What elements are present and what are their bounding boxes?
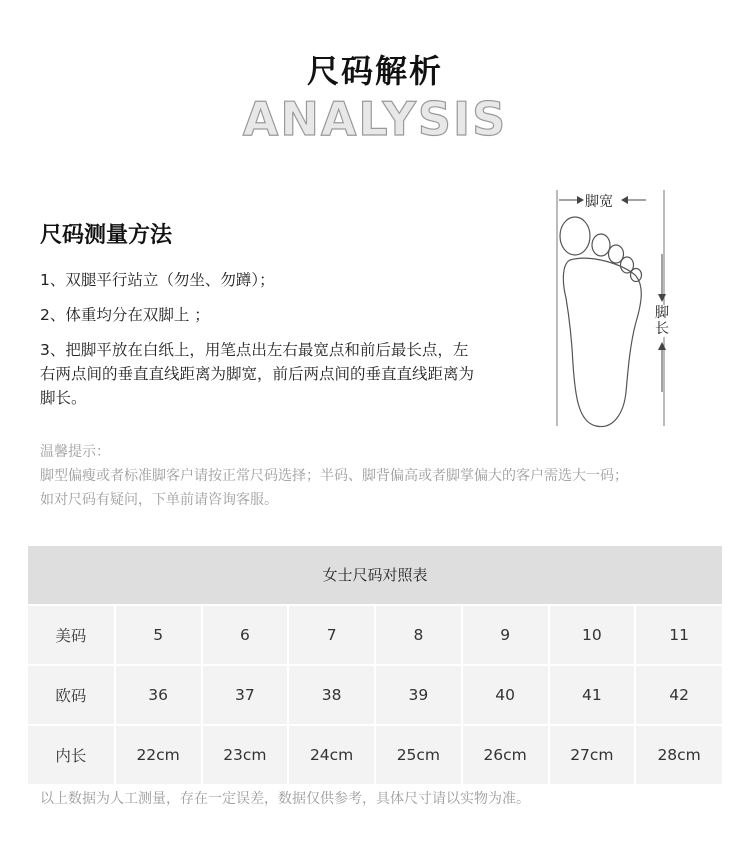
table-cell: 26cm xyxy=(462,725,549,784)
foot-length-label: 脚长 xyxy=(655,305,669,337)
table-cell: 37 xyxy=(202,665,289,725)
tips xyxy=(40,440,730,512)
table-cell: 10 xyxy=(549,605,636,665)
table-cell: 8 xyxy=(375,605,462,665)
table-cell: 38 xyxy=(288,665,375,725)
table-row-header: 内长 xyxy=(28,725,115,784)
measure-step: 2、体重均分在双脚上 ； xyxy=(40,306,210,324)
footer-note: 以上数据为人工测量，存在一定误差，数据仅供参考，具体尺寸请以实物为准。 xyxy=(40,791,530,807)
table-cell: 6 xyxy=(202,605,289,665)
size-table xyxy=(28,546,722,784)
tips-line: 如对尺码有疑问，下单前请咨询客服。 xyxy=(40,492,278,508)
measure-step: 3、把脚平放在白纸上，用笔点出左右最宽点和前后最长点，左右两点间的垂直直线距离为脚宽，前后两点间的垂直直线距离为脚长。 xyxy=(40,341,475,407)
foot-diagram xyxy=(540,186,680,431)
measure-steps xyxy=(40,268,480,421)
table-cell: 28cm xyxy=(635,725,722,784)
foot-width-label: 脚宽 xyxy=(585,191,613,211)
table-cell: 9 xyxy=(462,605,549,665)
table-cell: 42 xyxy=(635,665,722,725)
table-cell: 36 xyxy=(115,665,202,725)
table-cell: 27cm xyxy=(549,725,636,784)
table-cell: 24cm xyxy=(288,725,375,784)
table-cell: 41 xyxy=(549,665,636,725)
measure-step: 1、双腿平行站立（勿坐、勿蹲）； xyxy=(40,271,275,289)
tips-line: 脚型偏瘦或者标准脚客户请按正常尺码选择；半码、脚背偏高或者脚掌偏大的客户需选大一码； xyxy=(40,468,628,484)
table-row-header: 美码 xyxy=(28,605,115,665)
size-table-caption: 女士尺码对照表 xyxy=(28,546,722,604)
table-row-header: 欧码 xyxy=(28,665,115,725)
table-row xyxy=(28,725,722,784)
table-cell: 22cm xyxy=(115,725,202,784)
table-cell: 5 xyxy=(115,605,202,665)
table-cell: 25cm xyxy=(375,725,462,784)
page-subtitle: ANALYSIS xyxy=(242,92,508,146)
table-row xyxy=(28,665,722,725)
table-cell: 7 xyxy=(288,605,375,665)
table-cell: 11 xyxy=(635,605,722,665)
page-title: 尺码解析 xyxy=(306,52,443,90)
table-cell: 23cm xyxy=(202,725,289,784)
measure-heading: 尺码测量方法 xyxy=(40,223,173,248)
table-cell: 39 xyxy=(375,665,462,725)
table-cell: 40 xyxy=(462,665,549,725)
table-row xyxy=(28,605,722,665)
tips-heading: 温馨提示： xyxy=(40,444,110,460)
